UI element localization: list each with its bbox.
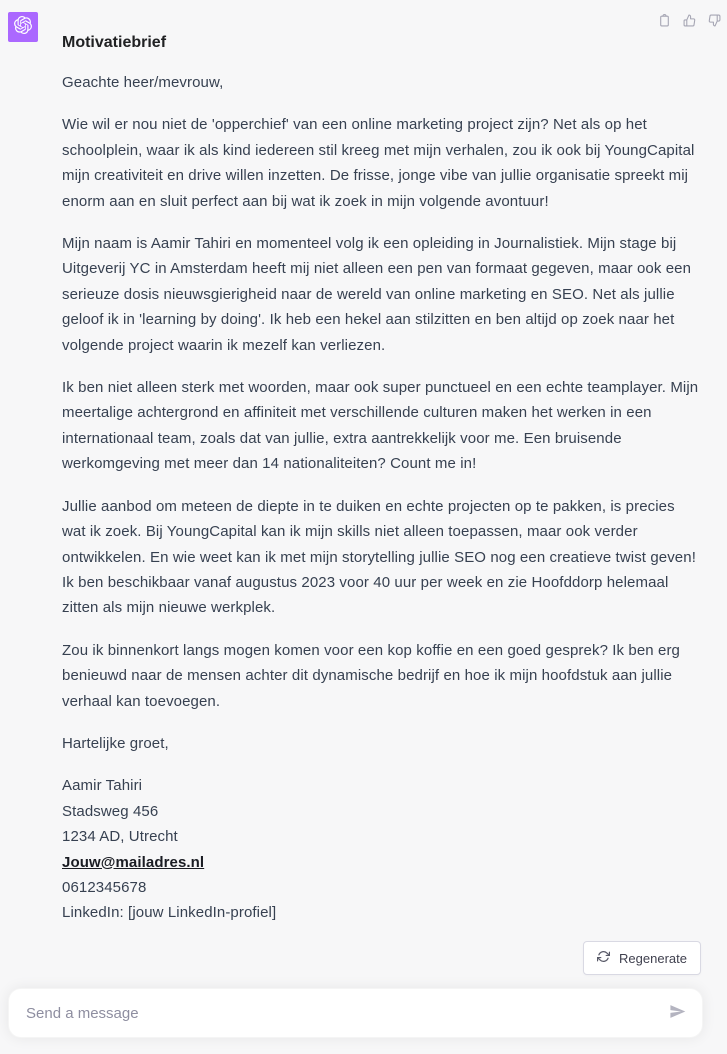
- email-link[interactable]: Jouw@mailadres.nl: [62, 853, 205, 871]
- regenerate-button[interactable]: [583, 941, 701, 975]
- paragraph: Zou ik binnenkort langs mogen komen voor een kop koffie en een goed gesprek? Ik ben erg benieuwd naar de mensen achter dit dynamische bedrijf en hoe ik mijn hoofdstuk aan jullie verhaal kan toevoegen.: [62, 641, 680, 710]
- closing: Hartelijke groet,: [62, 734, 169, 752]
- regenerate-row: [583, 941, 701, 975]
- message-body: [62, 70, 700, 926]
- message-composer: [8, 988, 703, 1038]
- message-title: Motivatiebrief: [62, 34, 167, 51]
- signature-linkedin: LinkedIn: [jouw LinkedIn-profiel]: [62, 904, 277, 922]
- signature-street: Stadsweg 456: [62, 802, 159, 820]
- signature-name: Aamir Tahiri: [62, 777, 143, 795]
- signature-city: 1234 AD, Utrecht: [62, 828, 178, 846]
- salutation: Geachte heer/mevrouw,: [62, 74, 224, 91]
- paragraph: Wie wil er nou niet de 'opperchief' van een online marketing project zijn? Net als op het schoolplein, waar ik als kind iedereen stil kreeg met mijn verhalen, zou ik ook bij YoungCapital mijn creativiteit en drive willen inzetten. De frisse, jonge vibe van jullie organisatie spreekt mij enorm aan en sluit perfect aan bij wat ik zoek in mijn volgende avontuur!: [62, 116, 695, 210]
- paragraph: Jullie aanbod om meteen de diepte in te duiken en echte projecten op te pakken, is precies wat ik zoek. Bij YoungCapital kan ik mijn skills niet alleen toepassen, maar ook verder ontwikkelen. En wie weet kan ik met mijn storytelling jullie SEO nog een creatieve twist geven! Ik ben beschikbaar vanaf augustus 2023 voor 40 uur per week en zie Hoofddorp helemaal zitten als mijn nieuwe werkplek.: [62, 497, 696, 617]
- paragraph: Ik ben niet alleen sterk met woorden, maar ook super punctueel en een echte teamplayer. Mijn meertalige achtergrond en affiniteit met verschillende culturen maken het werken in een internationaal team, zoals dat van jullie, extra aantrekkelijk voor me. Een bruisende werkomgeving met meer dan 14 nationaliteiten? Count me in!: [62, 379, 699, 473]
- signature-block: [62, 773, 700, 925]
- regenerate-icon: [597, 950, 610, 966]
- send-button[interactable]: [666, 1002, 688, 1024]
- send-icon: [669, 1003, 686, 1023]
- message-input[interactable]: [9, 989, 702, 1037]
- paragraph: Mijn naam is Aamir Tahiri en momenteel volg ik een opleiding in Journalistiek. Mijn stage bij Uitgeverij YC in Amsterdam heeft mij niet alleen een pen van formaat gegeven, maar ook een serieuze dosis nieuwsgierigheid naar de wereld van online marketing en SEO. Net als jullie geloof ik in 'learning by doing'. Ik heb een hekel aan stilzitten en ben altijd op zoek naar het volgende project waarin ik mezelf kan verliezen.: [62, 235, 692, 354]
- regenerate-label: Regenerate: [619, 950, 687, 966]
- signature-phone: 0612345678: [62, 878, 147, 896]
